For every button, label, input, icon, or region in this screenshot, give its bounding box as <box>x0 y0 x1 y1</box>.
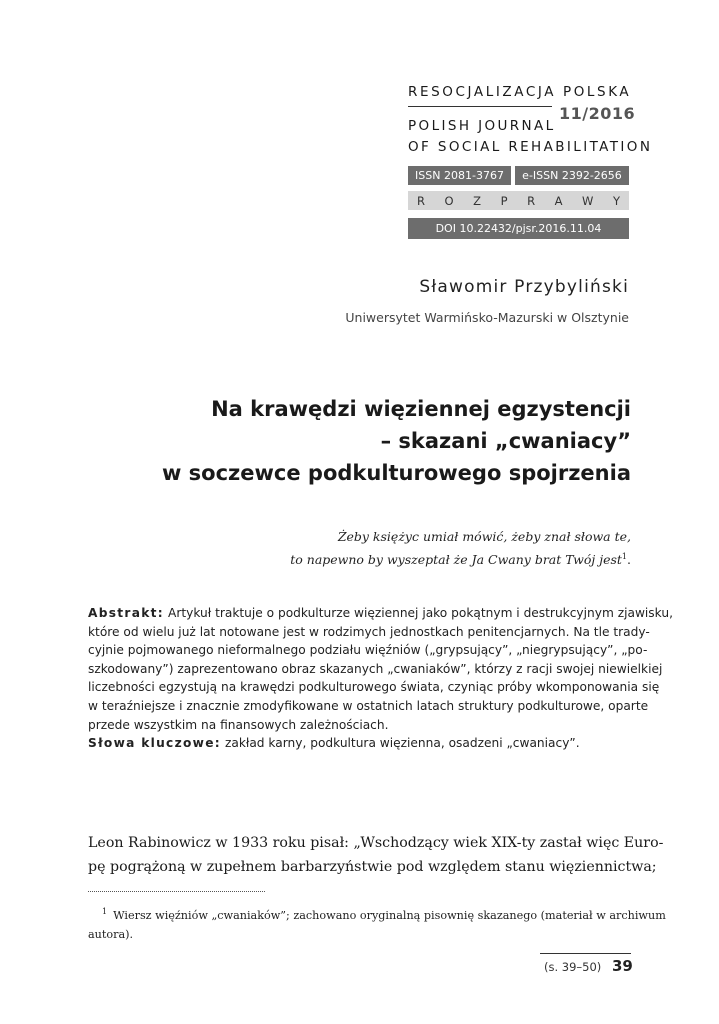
issn-badge: ISSN 2081-3767 <box>408 166 511 185</box>
section-label <box>408 191 629 210</box>
footnote-divider <box>88 891 265 892</box>
epigraph-end: . <box>627 552 631 567</box>
section-letter: Y <box>612 193 620 208</box>
epigraph-text: to napewno by wyszeptał że Ja Cwany brat Twój jest <box>290 552 622 567</box>
footnote-text: Wiersz więźniów „cwaniaków”; zachowano oryginalną pisownię skazanego (materiał w archiwum <box>113 909 666 922</box>
abstract-line <box>88 604 673 623</box>
article-title <box>111 393 631 489</box>
section-letter: Z <box>473 193 482 208</box>
eissn-badge: e-ISSN 2392-2656 <box>515 166 629 185</box>
footnote-ref[interactable]: 1 <box>621 551 628 561</box>
body-paragraph <box>88 831 664 879</box>
abstract-line: przede wszystkim na finansowych zależnościach. <box>88 717 389 732</box>
keywords-text: zakład karny, podkultura więzienna, osadzeni „cwaniacy”. <box>224 736 580 751</box>
abstract-line: w teraźniejsze i znacznie zmodyfikowane w ostatnich latach struktury podkulturowe, oparte <box>88 698 649 713</box>
title-line: w soczewce podkulturowego spojrzenia <box>161 461 631 485</box>
abstract-label: Abstrakt: <box>88 606 164 620</box>
author-affiliation: Uniwersytet Warmińsko-Mazurski w Olsztynie <box>345 310 629 325</box>
page-number: 39 <box>612 957 633 975</box>
footnote-mark: 1 <box>102 907 108 917</box>
journal-title-pl: RESOCJALIZACJA POLSKA <box>408 84 632 100</box>
epigraph <box>111 525 631 571</box>
section-letter: W <box>582 193 594 208</box>
section-letter: R <box>417 193 425 208</box>
keywords-label: Słowa kluczowe: <box>88 736 221 751</box>
journal-issue: 11/2016 <box>559 104 636 123</box>
abstract-line: szkodowany”) zaprezentowano obraz skazanych „cwaniaków”, którzy z racji swojej niewielkiej <box>88 661 663 676</box>
epigraph-line <box>111 548 631 571</box>
section-letter: P <box>500 193 508 208</box>
section-letter: R <box>527 193 536 208</box>
abstract <box>88 604 673 753</box>
keywords-line <box>88 734 631 753</box>
abstract-line: liczebności egzystują na krawędzi podkulturowego świata, czyniąc próby wkomponowania się <box>88 680 660 695</box>
abstract-text: Artykuł traktuje o podkulturze więziennej jako pokątnym i destrukcyjnym zjawisku, <box>167 606 673 620</box>
section-letter: A <box>554 193 563 208</box>
abstract-line: cyjnie pojmowanego nieformalnego podziału więźniów („grypsujący”, „niegrypsujący”, „po- <box>88 643 648 658</box>
title-line: – skazani „cwaniacy” <box>380 429 631 453</box>
journal-title-en-2: OF SOCIAL REHABILITATION <box>408 139 653 155</box>
journal-rule <box>408 106 552 107</box>
abstract-line: które od wielu już lat notowane jest w rodzimych jednostkach penitencjarnych. Na tle trady- <box>88 624 650 639</box>
journal-title-en-1: POLISH JOURNAL <box>408 118 556 134</box>
page-range: (s. 39–50) <box>544 960 602 974</box>
doi-badge: DOI 10.22432/pjsr.2016.11.04 <box>408 218 629 239</box>
section-letter: O <box>444 193 454 208</box>
footnote-line: autora). <box>88 928 134 941</box>
title-line: Na krawędzi więziennej egzystencji <box>211 397 631 421</box>
epigraph-line: Żeby księżyc umiał mówić, żeby znał słowa te, <box>337 529 631 544</box>
author-name: Sławomir Przybyliński <box>419 277 629 297</box>
footnote-line <box>88 906 666 925</box>
body-line: Leon Rabinowicz w 1933 roku pisał: „Wschodzący wiek XIX-ty zastał więc Euro- <box>88 835 664 851</box>
footnote <box>88 906 666 944</box>
footer-rule <box>540 953 631 954</box>
body-line: pę pogrążoną w zupełnem barbarzyństwie pod względem stanu więziennictwa; <box>88 859 657 875</box>
